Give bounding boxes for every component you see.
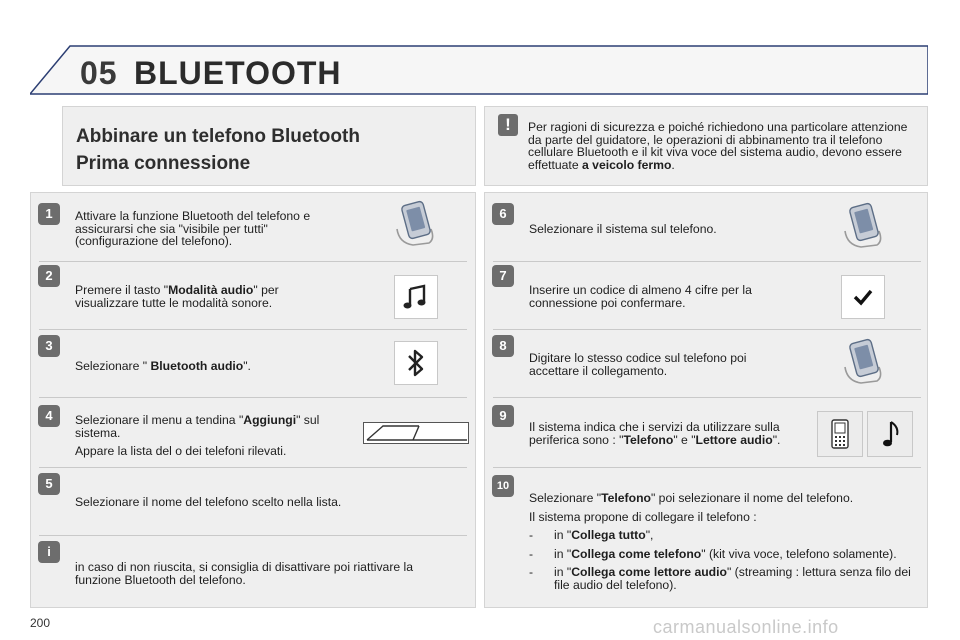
step-2: [39, 261, 467, 330]
info-text: in caso di non riuscita, si consiglia di disattivare poi riattivare la funzione Bluetooth del telefono.: [75, 560, 414, 587]
step-10-line2: Il sistema propone di collegare il telefono :: [529, 509, 757, 524]
step-5: [39, 467, 467, 536]
bullet-item: - in "Collega come lettore audio" (streaming : lettura senza filo dei file audio del telefono).: [529, 565, 911, 592]
bullet-item: - in "Collega come telefono" (kit viva voce, telefono solamente).: [529, 546, 897, 561]
step-text: Selezionare " Bluetooth audio".: [75, 359, 251, 373]
info-note: [39, 535, 467, 609]
dropdown-tab-icon: [363, 422, 469, 444]
step-number-badge: 1: [38, 203, 60, 225]
step-text: Selezionare il sistema sul telefono.: [529, 222, 717, 236]
step-1: [39, 193, 467, 262]
section-subtitle: Prima connessione: [76, 153, 251, 174]
bluetooth-icon: [394, 341, 438, 385]
step-7: [493, 261, 921, 330]
bullet-item: - in "Collega tutto",: [529, 528, 654, 542]
step-text: Selezionare il nome del telefono scelto nella lista.: [75, 495, 342, 509]
page-number: 200: [30, 616, 51, 630]
warning-text: Per ragioni di sicurezza e poiché richiedono una particolare attenzione da parte del guidatore, le operazioni di abbinamento tra il telefono cellulare Bluetooth e il kit viva voce del sistema audio, devono essere effettuate a veicolo fermo.: [528, 120, 908, 172]
hand-phone-icon: [391, 199, 439, 249]
right-steps-panel: [484, 192, 928, 608]
step-10: [493, 467, 921, 609]
left-steps-panel: [30, 192, 476, 608]
step-number-badge: 3: [38, 335, 60, 357]
step-number-badge: 2: [38, 265, 60, 287]
hand-phone-icon: [839, 337, 887, 387]
step-number-badge: 5: [38, 473, 60, 495]
warning-exclamation-icon: !: [498, 114, 518, 136]
step-extra-text: Appare la lista del o dei telefoni rilevati.: [75, 444, 287, 458]
step-text: Selezionare "Telefono" poi selezionare il nome del telefono. Il sistema propone di collegare il telefono : - in "Collega tutto", - in "Collega come telefono" (kit viva voce, telefono solamente). - in "Collega come lettore audio" (streaming : lettura senza filo dei file audio del telefono).: [529, 492, 921, 594]
step-number-badge: 10: [492, 475, 514, 497]
step-text: Il sistema indica che i servizi da utilizzare sulla periferica sono : "Telefono" e "Lettore audio".: [529, 420, 781, 447]
section-title: [76, 123, 360, 177]
step-text: Attivare la funzione Bluetooth del telefono e assicurarsi che sia "visibile per tutti" (configurazione del telefono).: [75, 209, 311, 248]
step-number-badge: 7: [492, 265, 514, 287]
step-4: [39, 397, 467, 468]
step-number-badge: 6: [492, 203, 514, 225]
info-icon: i: [38, 541, 60, 563]
step-number-badge: 4: [38, 405, 60, 427]
step-8: [493, 329, 921, 398]
step-9: [493, 397, 921, 468]
step-text: Premere il tasto "Modalità audio" per visualizzare tutte le modalità sonore.: [75, 283, 279, 310]
watermark: carmanualsonline.info: [653, 617, 839, 637]
checkmark-icon: [841, 275, 885, 319]
chapter-title: BLUETOOTH: [134, 55, 342, 91]
phone-device-icon: [817, 411, 863, 457]
step-6: [493, 193, 921, 262]
music-note-icon: [867, 411, 913, 457]
chapter-number: 05: [80, 55, 118, 91]
step-number-badge: 8: [492, 335, 514, 357]
step-text: Selezionare il menu a tendina "Aggiungi" sul sistema. Appare la lista del o dei telefoni rilevati.: [75, 414, 345, 464]
step-3: [39, 329, 467, 398]
step-text: Digitare lo stesso codice sul telefono poi accettare il collegamento.: [529, 351, 747, 378]
section-title-line1: Abbinare un telefono Bluetooth: [76, 126, 360, 147]
hand-phone-icon: [839, 201, 887, 251]
music-note-icon: [394, 275, 438, 319]
step-number-badge: 9: [492, 405, 514, 427]
step-text: Inserire un codice di almeno 4 cifre per la connessione poi confermare.: [529, 283, 752, 310]
